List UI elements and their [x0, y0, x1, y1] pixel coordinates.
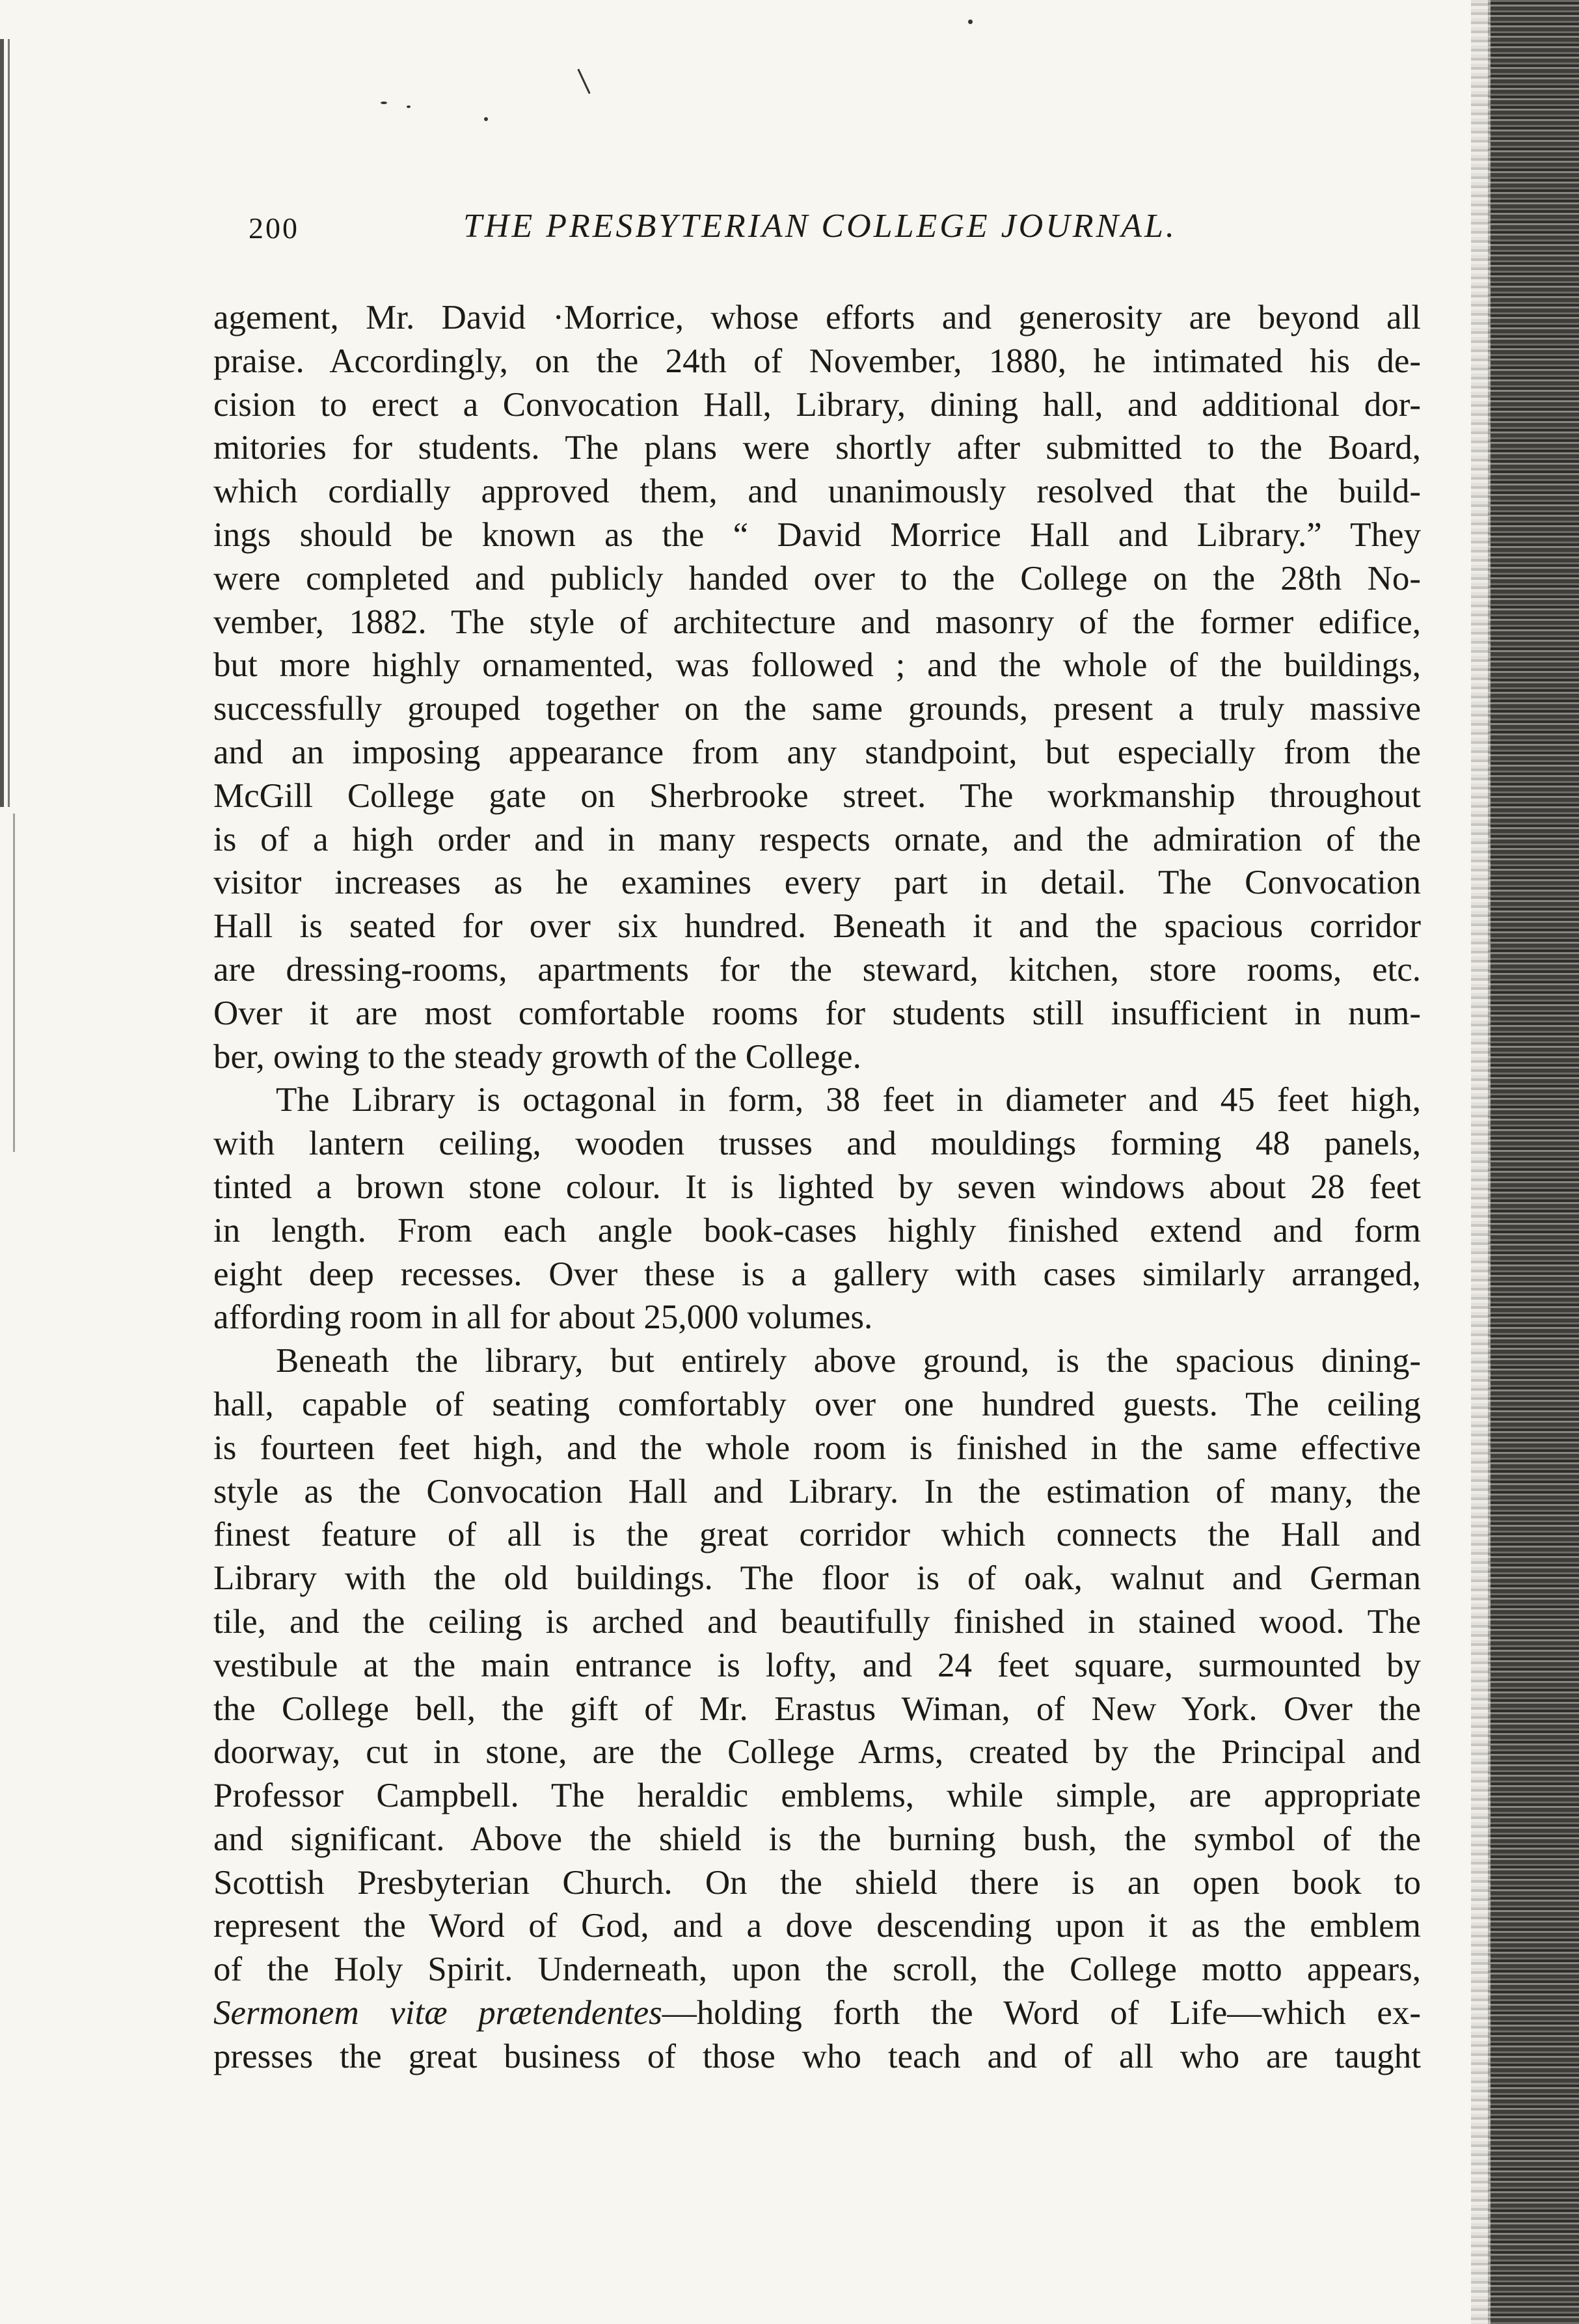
text-line: Over it are most comfortable rooms for students still insufficient in num-: [213, 994, 1421, 1032]
text-line: finest feature of all is the great corridor which connects the Hall and: [213, 1516, 1421, 1554]
text-line: presses the great business of those who teach and of all who are taught: [213, 2037, 1421, 2075]
page-edge-right: [1488, 0, 1579, 2324]
text-line: style as the Convocation Hall and Library. In the estimation of many, the: [213, 1472, 1421, 1511]
text-line: visitor increases as he examines every part in detail. The Convocation: [213, 864, 1421, 902]
text-line: vember, 1882. The style of architecture and masonry of the former edifice,: [213, 603, 1421, 641]
motto-latin: Sermonem vitæ prætendentes: [213, 1994, 662, 2032]
binding-shadow-left-lower: [0, 813, 18, 1152]
text-line: Library with the old buildings. The floor is of oak, walnut and German: [213, 1559, 1421, 1598]
text-line: doorway, cut in stone, are the College Arms, created by the Principal and: [213, 1733, 1421, 1771]
text-line: which cordially approved them, and unanimously resolved that the build-: [213, 472, 1421, 511]
journal-title: THE PRESBYTERIAN COLLEGE JOURNAL.: [463, 208, 1177, 245]
text-line: vestibule at the main entrance is lofty, and 24 feet square, surmounted by: [213, 1646, 1421, 1684]
text-line: hall, capable of seating comfortably over one hundred guests. The ceiling: [213, 1385, 1421, 1423]
text-line: cision to erect a Convocation Hall, Library, dining hall, and additional dor-: [213, 385, 1421, 424]
text-line: Hall is seated for over six hundred. Beneath it and the spacious corridor: [213, 907, 1421, 946]
text-line: agement, Mr. David ·Morrice, whose efforts and generosity are beyond all: [213, 299, 1421, 336]
text-line: but more highly ornamented, was followed ; and the whole of the buildings,: [213, 646, 1421, 685]
text-line-motto: [213, 1991, 1421, 2035]
text-line: in length. From each angle book-cases highly finished extend and form: [213, 1211, 1421, 1250]
text-line: tile, and the ceiling is arched and beautifully finished in stained wood. The: [213, 1602, 1421, 1641]
text-line: are dressing-rooms, apartments for the steward, kitchen, store rooms, etc.: [213, 950, 1421, 989]
text-line: ber, owing to the steady growth of the College.: [213, 1037, 861, 1076]
paragraph-2: [213, 1078, 1421, 1339]
text-line: The Library is octagonal in form, 38 feet in diameter and 45 feet high,: [276, 1081, 1421, 1119]
scan-speck: [968, 20, 973, 24]
text-line: ings should be known as the “ David Morrice Hall and Library.” They: [213, 515, 1421, 554]
text-line: is fourteen feet high, and the whole room is finished in the same effective: [213, 1429, 1421, 1467]
scan-speck: [407, 105, 411, 108]
text-line: is of a high order and in many respects ornate, and the admiration of the: [213, 820, 1421, 858]
running-head: [249, 207, 1420, 259]
text-line: mitories for students. The plans were shortly after submitted to the Board,: [213, 429, 1421, 467]
text-line: praise. Accordingly, on the 24th of November, 1880, he intimated his de-: [213, 342, 1421, 380]
text-line: with lantern ceiling, wooden trusses and mouldings forming 48 panels,: [213, 1125, 1421, 1163]
text-line: Scottish Presbyterian Church. On the shield there is an open book to: [213, 1863, 1421, 1902]
text-line: McGill College gate on Sherbrooke street. The workmanship throughout: [213, 776, 1421, 815]
text-line: represent the Word of God, and a dove descending upon it as the emblem: [213, 1907, 1421, 1945]
text-line: affording room in all for about 25,000 volumes.: [213, 1298, 873, 1337]
text-line: Beneath the library, but entirely above ground, is the spacious dining-: [276, 1342, 1421, 1380]
text-line: Professor Campbell. The heraldic emblems, while simple, are appropriate: [213, 1777, 1421, 1815]
scan-speck: [381, 102, 387, 104]
text-line: successfully grouped together on the same grounds, present a truly massive: [213, 690, 1421, 728]
text-line: eight deep recesses. Over these is a gallery with cases similarly arranged,: [213, 1255, 1421, 1293]
page-number: 200: [249, 212, 299, 245]
paragraph-1: [213, 296, 1421, 1078]
binding-shadow-left: [0, 39, 18, 807]
scan-speck: [484, 117, 488, 121]
text-line: and an imposing appearance from any standpoint, but especially from the: [213, 733, 1421, 771]
paragraph-3: [213, 1339, 1421, 2079]
text-line: and significant. Above the shield is the burning bush, the symbol of the: [213, 1820, 1421, 1858]
text-line: tinted a brown stone colour. It is lighted by seven windows about 28 feet: [213, 1168, 1421, 1206]
scan-speck: [577, 68, 590, 94]
text-line: of the Holy Spirit. Underneath, upon the scroll, the College motto appears,: [213, 1950, 1421, 1989]
text-line: were completed and publicly handed over to the College on the 28th No-: [213, 559, 1421, 597]
article-body: [213, 296, 1421, 2079]
motto-translation: —holding forth the Word of Life—which ex-: [662, 1994, 1421, 2032]
text-line: the College bell, the gift of Mr. Erastus Wiman, of New York. Over the: [213, 1689, 1421, 1728]
